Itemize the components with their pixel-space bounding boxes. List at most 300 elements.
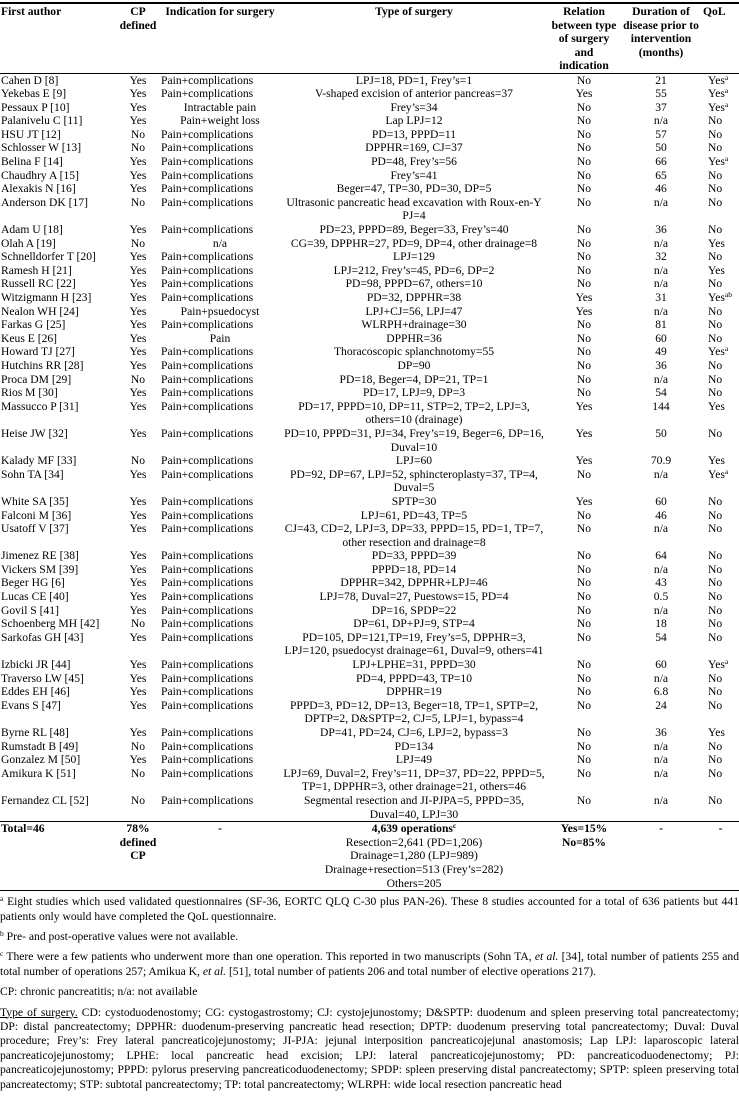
cell-qol <box>702 373 739 387</box>
cell-type-of-surgery: PD=48, Frey’s=56 <box>371 155 457 169</box>
cell-relation: Yes <box>575 494 593 508</box>
cell-duration: 36 <box>655 223 667 237</box>
cell-type-of-surgery: LPJ=78, Duval=27, Puestows=15, PD=4 <box>319 590 509 604</box>
cell-relation: Yes <box>575 454 593 468</box>
cell-qol <box>702 169 739 183</box>
table-row <box>0 509 739 523</box>
cell-cp-defined: Yes <box>129 168 147 182</box>
cell-cp-defined: Yes <box>129 399 147 413</box>
cell-indication: Pain+complications <box>161 168 254 182</box>
total-drainage: Drainage=1,280 (LPJ=989) <box>350 849 478 863</box>
cell-duration: n/a <box>653 562 669 576</box>
cell-indication: Pain+complications <box>161 494 254 508</box>
total-relation <box>548 822 620 891</box>
cell-duration: 57 <box>655 127 667 141</box>
cell-qol <box>702 128 739 142</box>
cell-qol <box>702 699 739 726</box>
cell-cp-defined: Yes <box>129 223 147 237</box>
footnote-a-mark: a <box>0 894 4 904</box>
cell-relation: No <box>576 508 592 522</box>
table-row <box>0 386 739 400</box>
cell-cp-defined: Yes <box>129 250 147 264</box>
qol-footnote-mark: a <box>724 466 729 476</box>
qol-value: No <box>708 590 723 604</box>
cell-type-of-surgery: DPPHR=19 <box>386 685 442 699</box>
header-type-of-surgery: Type of surgery <box>375 5 453 18</box>
cell-author: Nealon WH [24] <box>1 304 79 318</box>
cell-qol <box>702 264 739 278</box>
footnote-c-text-1: There were a few patients who underwent more than one operation. This reported in two manuscripts (Sohn TA, <box>6 950 535 964</box>
cell-author: White SA [35] <box>1 494 69 508</box>
cell-qol <box>702 740 739 754</box>
cell-author: Sohn TA [34] <box>1 467 64 481</box>
cell-type-of-surgery: LPJ=61, PD=43, TP=5 <box>360 508 468 522</box>
cell-duration: 64 <box>655 549 667 563</box>
cell-duration: n/a <box>653 277 669 291</box>
table-row <box>0 305 739 319</box>
cell-qol <box>702 345 739 359</box>
cell-duration: 65 <box>655 168 667 182</box>
cell-indication: Pain+complications <box>161 658 254 672</box>
cell-duration: 37 <box>655 100 667 114</box>
cell-author: Lucas CE [40] <box>1 590 69 604</box>
cell-type-of-surgery: SPTP=30 <box>391 494 437 508</box>
cell-indication: Pain+complications <box>161 630 254 644</box>
cell-relation: No <box>576 685 592 699</box>
table-row <box>0 726 739 740</box>
cell-type-of-surgery: DPPHR=36 <box>386 331 442 345</box>
table-row <box>0 427 739 454</box>
qol-footnote-mark: a <box>724 99 729 109</box>
cell-type-of-surgery: Beger=47, TP=30, PD=30, DP=5 <box>336 182 492 196</box>
footnote-mark: c <box>452 821 457 831</box>
cell-relation: No <box>576 603 592 617</box>
qol-value: No <box>708 141 723 155</box>
cell-indication: Pain+complications <box>161 318 254 332</box>
table-row <box>0 277 739 291</box>
cell-relation: No <box>576 100 592 114</box>
cell-author: Jimenez RE [38] <box>1 549 79 563</box>
cell-qol <box>702 400 739 427</box>
cell-duration: 81 <box>655 318 667 332</box>
cell-duration: n/a <box>653 739 669 753</box>
cell-cp-defined: No <box>130 739 146 753</box>
cell-cp-defined: Yes <box>129 114 147 128</box>
cell-cp-defined: Yes <box>129 155 147 169</box>
cell-cp-defined: Yes <box>129 562 147 576</box>
cell-type-of-surgery: Segmental resection and JI-PJPA=5, PPPD=35, Duval=40, LPJ=30 <box>303 793 525 821</box>
cell-qol <box>702 794 739 822</box>
table-row <box>0 141 739 155</box>
table-row <box>0 699 739 726</box>
cell-relation: No <box>576 263 592 277</box>
footnote-a <box>0 895 739 924</box>
cell-author: Hutchins RR [28] <box>1 358 84 372</box>
cell-indication: Pain+complications <box>161 576 254 590</box>
cell-duration: n/a <box>653 766 669 780</box>
cell-qol <box>702 468 739 495</box>
cell-cp-defined: Yes <box>129 331 147 345</box>
cell-type-of-surgery: LPJ=212, Frey’s=45, PD=6, DP=2 <box>333 263 495 277</box>
cell-relation: No <box>576 590 592 604</box>
cell-indication: Pain+complications <box>161 250 254 264</box>
cell-relation: Yes <box>575 291 593 304</box>
table-row <box>0 617 739 631</box>
cell-qol <box>702 767 739 794</box>
header-duration: Duration of disease prior to intervention (months) <box>623 5 699 59</box>
cell-indication: Pain+psuedocyst <box>180 304 260 318</box>
header-indication: Indication for surgery <box>165 5 275 18</box>
cell-cp-defined: Yes <box>129 73 147 87</box>
cell-relation: Yes <box>575 87 593 101</box>
qol-value: Yes <box>708 726 725 739</box>
cell-author: Beger HG [6] <box>1 576 65 590</box>
header-first-author: First author <box>1 5 62 18</box>
cell-relation: No <box>576 386 592 400</box>
cell-relation: No <box>576 698 592 712</box>
cell-qol <box>702 563 739 577</box>
table-row <box>0 685 739 699</box>
cell-author: Schnelldorfer T [20] <box>1 250 96 264</box>
qol-value: No <box>708 250 723 264</box>
cell-relation: No <box>576 522 592 536</box>
cell-author: HSU JT [12] <box>1 127 61 141</box>
qol-value: No <box>708 753 723 767</box>
qol-value: No <box>708 508 723 522</box>
cell-indication: Pain <box>209 331 231 345</box>
cell-cp-defined: Yes <box>129 698 147 712</box>
cell-indication: Pain+complications <box>161 603 254 617</box>
table-row <box>0 332 739 346</box>
cell-cp-defined: No <box>130 141 146 155</box>
total-row <box>0 822 739 891</box>
cell-author: Keus E [26] <box>1 331 58 345</box>
cell-duration: n/a <box>653 195 669 209</box>
cell-type-of-surgery: DP=90 <box>397 358 431 372</box>
total-qol: - <box>718 822 723 836</box>
cell-cp-defined: Yes <box>129 182 147 196</box>
cell-type-of-surgery: Ultrasonic pancreatic head excavation with Roux-en-Y PJ=4 <box>286 195 542 223</box>
cell-qol <box>702 386 739 400</box>
cell-author: Gonzalez M [50] <box>1 753 81 767</box>
cell-duration: 6.8 <box>653 685 669 699</box>
table-row <box>0 264 739 278</box>
cell-author: Usatoff V [37] <box>1 522 69 536</box>
cell-qol <box>702 495 739 509</box>
table-total <box>0 822 739 891</box>
cell-author: Rios M [30] <box>1 386 58 400</box>
cell-duration: n/a <box>653 522 669 536</box>
qol-value: Yes <box>708 291 725 304</box>
qol-footnote-mark: a <box>724 86 729 96</box>
table-row <box>0 794 739 822</box>
qol-value: No <box>708 494 723 508</box>
qol-value: Yes <box>708 100 725 114</box>
total-drainage-resection: Drainage+resection=513 (Frey’s=282) <box>324 862 504 876</box>
cell-cp-defined: No <box>130 127 146 141</box>
cell-qol <box>702 454 739 468</box>
qol-value: No <box>708 576 723 590</box>
cell-cp-defined: Yes <box>129 658 147 672</box>
cell-author: Schoenberg MH [42] <box>1 617 100 631</box>
cell-author: Fernandez CL [52] <box>1 793 89 807</box>
table-row <box>0 672 739 686</box>
qol-value: Yes <box>708 345 725 359</box>
cell-type-of-surgery: PD=92, DP=67, LPJ=52, sphincteroplasty=37, TP=4, Duval=5 <box>290 467 538 495</box>
table-row <box>0 223 739 237</box>
qol-value: No <box>708 766 723 780</box>
cell-relation: No <box>576 114 592 128</box>
cell-relation: No <box>576 753 592 767</box>
cell-author: Heise JW [32] <box>1 426 68 440</box>
cell-author: Witzigmann H [23] <box>1 291 92 304</box>
cell-qol <box>702 658 739 672</box>
cell-indication: Pain+complications <box>161 590 254 604</box>
cell-relation: No <box>576 182 592 196</box>
cell-relation: No <box>576 617 592 631</box>
cell-relation: No <box>576 127 592 141</box>
cell-relation: No <box>576 155 592 169</box>
qol-value: No <box>708 630 723 644</box>
cell-qol <box>702 359 739 373</box>
cell-indication: Pain+complications <box>161 698 254 712</box>
cell-relation: No <box>576 671 592 685</box>
cell-relation: No <box>576 318 592 332</box>
footnote-c-mark: c <box>0 949 4 959</box>
qol-value: No <box>708 685 723 699</box>
cell-author: Falconi M [36] <box>1 508 72 522</box>
total-cp: 78% defined CP <box>119 822 157 863</box>
cell-qol <box>702 509 739 523</box>
cell-type-of-surgery: PPPD=18, PD=14 <box>371 562 457 576</box>
qol-value: No <box>708 223 723 237</box>
cell-indication: Pain+complications <box>161 522 254 536</box>
qol-value: No <box>708 372 723 386</box>
cell-indication: Pain+complications <box>161 141 254 155</box>
cell-duration: 43 <box>655 576 667 590</box>
cell-cp-defined: Yes <box>129 522 147 536</box>
cell-type-of-surgery: LPJ+CJ=56, LPJ=47 <box>365 304 463 318</box>
qol-value: No <box>708 522 723 536</box>
cell-author: Pessaux P [10] <box>1 100 70 114</box>
cell-relation: No <box>576 358 592 372</box>
qol-value: Yes <box>708 454 725 468</box>
cell-duration: 32 <box>655 250 667 264</box>
cell-cp-defined: Yes <box>129 291 147 304</box>
cell-indication: Intractable pain <box>183 100 257 114</box>
cell-qol <box>702 141 739 155</box>
cell-relation: No <box>576 562 592 576</box>
cell-type-of-surgery: LPJ=49 <box>395 753 433 767</box>
cell-cp-defined: Yes <box>129 467 147 481</box>
cell-duration: 21 <box>655 73 667 87</box>
cell-qol <box>702 277 739 291</box>
qol-value: No <box>708 304 723 318</box>
qol-value: No <box>708 549 723 563</box>
cell-cp-defined: No <box>130 195 146 209</box>
cell-qol <box>702 576 739 590</box>
table-row <box>0 576 739 590</box>
header-qol: QoL <box>703 5 726 18</box>
cell-cp-defined: Yes <box>129 358 147 372</box>
qol-value: Yes <box>708 73 725 87</box>
qol-value: No <box>708 195 723 209</box>
table-row <box>0 590 739 604</box>
table-row <box>0 196 739 223</box>
cell-qol <box>702 73 739 87</box>
cell-type-of-surgery: PD=10, PPPD=31, PJ=34, Frey’s=19, Beger=6, DP=16, Duval=10 <box>284 426 544 454</box>
cell-indication: Pain+complications <box>161 508 254 522</box>
table-row <box>0 237 739 251</box>
footnote-b-text: Pre- and post-operative values were not available. <box>6 929 239 943</box>
cell-type-of-surgery: PD=33, PPPD=39 <box>371 549 457 563</box>
cell-indication: Pain+complications <box>161 549 254 563</box>
qol-value: Yes <box>708 467 725 481</box>
cell-author: Olah A [19] <box>1 236 56 250</box>
table-row <box>0 128 739 142</box>
cell-author: Yekebas E [9] <box>1 87 67 101</box>
cell-type-of-surgery: PD=134 <box>394 739 434 753</box>
cell-author: Proca DM [29] <box>1 372 72 386</box>
cell-cp-defined: Yes <box>129 726 147 739</box>
cell-type-of-surgery: WLRPH+drainage=30 <box>361 318 467 332</box>
cell-duration: 60 <box>655 658 667 672</box>
table-row <box>0 114 739 128</box>
cell-relation: Yes <box>575 399 593 413</box>
cell-type-of-surgery: DP=41, PD=24, CJ=6, LPJ=2, bypass=3 <box>320 726 508 739</box>
cell-duration: 54 <box>655 386 667 400</box>
cell-author: Anderson DK [17] <box>1 195 88 209</box>
qol-value: No <box>708 698 723 712</box>
table-row <box>0 373 739 387</box>
cell-cp-defined: Yes <box>129 753 147 767</box>
cell-duration: n/a <box>653 753 669 767</box>
header-cp-defined: CP defined <box>119 5 157 32</box>
cell-author: Russell RC [22] <box>1 277 76 291</box>
abbreviations: CP: chronic pancreatitis; n/a: not available <box>0 985 198 999</box>
cell-duration: 66 <box>655 155 667 169</box>
cell-type-of-surgery: Lap LPJ=12 <box>385 114 443 128</box>
cell-cp-defined: Yes <box>129 630 147 644</box>
footnote-b <box>0 930 739 944</box>
table-footnotes <box>0 895 739 1092</box>
cell-cp-defined: No <box>130 766 146 780</box>
document <box>0 2 739 1092</box>
cell-type-of-surgery: PD=13, PPPD=11 <box>371 127 457 141</box>
cell-cp-defined: Yes <box>129 277 147 291</box>
cell-qol <box>702 114 739 128</box>
footnote-c <box>0 950 739 979</box>
cell-qol <box>702 549 739 563</box>
cell-type-of-surgery: DP=61, DP+PJ=9, STP=4 <box>353 617 475 631</box>
cell-cp-defined: Yes <box>129 508 147 522</box>
cell-relation: No <box>576 467 592 481</box>
cell-relation: No <box>576 793 592 807</box>
qol-value: No <box>708 426 723 440</box>
qol-value: No <box>708 127 723 141</box>
cell-author: Evans S [47] <box>1 698 61 712</box>
cell-author: Izbicki JR [44] <box>1 658 71 672</box>
cell-relation: No <box>576 766 592 780</box>
qol-value: Yes <box>708 87 725 101</box>
cell-indication: Pain+complications <box>161 277 254 291</box>
cell-relation: Yes <box>575 426 593 440</box>
cell-author: Palanivelu C [11] <box>1 114 83 128</box>
cell-relation: No <box>576 372 592 386</box>
qol-value: No <box>708 671 723 685</box>
cell-type-of-surgery: LPJ=60 <box>395 454 433 468</box>
table-row <box>0 182 739 196</box>
cell-indication: Pain+complications <box>161 87 254 101</box>
cell-cp-defined: Yes <box>129 345 147 359</box>
cell-duration: 18 <box>655 617 667 631</box>
cell-duration: n/a <box>653 236 669 250</box>
qol-value: Yes <box>708 658 725 672</box>
cell-qol <box>702 305 739 319</box>
table-row <box>0 522 739 549</box>
cell-duration: 31 <box>655 291 667 304</box>
footnote-b-mark: b <box>0 928 4 938</box>
table-row <box>0 359 739 373</box>
cell-indication: Pain+complications <box>161 182 254 196</box>
table-row <box>0 87 739 101</box>
table-row <box>0 291 739 305</box>
cell-duration: 46 <box>655 508 667 522</box>
cell-duration: n/a <box>653 793 669 807</box>
surgery-abbrev-text: CD: cystoduodenostomy; CG: cystogastrostomy; CJ: cystojejunostomy; D&SPTP: duodenum and spleen preserving total pancreatectomy; DP: distal pancreatectomy; DPPHR: duodenum-preserving pancreatic head resection; DPTP: duodenum preserving total pancreatectomy; Duval: Duval procedure; Frey’s: Frey lateral pancreaticojejunostomy; JI-PJA: jejunal interposition pancreaticojejunal anastomosis; Lap LPJ: laparoscopic lateral pancreaticojejunostomy; LPHE: local pancreatic head excision; LPJ: lateral pancreaticojejunostomy; PD: pancreaticoduodenectomy; PJ: pancreaticojejunostomy; PPPD: pylorus preserving pancreaticoduodenectomy; SPDP: spleen preserving distal pancreatectomy; SPTP: spleen preserving total pancreatectomy; STP: subtotal pancreatectomy; TP: total pancreatectomy; WLRPH: wide local resection pancreatic head <box>0 1005 739 1091</box>
cell-duration: 60 <box>655 494 667 508</box>
cell-qol <box>702 291 739 305</box>
cell-relation: No <box>576 195 592 209</box>
cell-qol <box>702 590 739 604</box>
qol-value: Yes <box>708 263 725 277</box>
cell-duration: 55 <box>655 87 667 101</box>
qol-value: No <box>708 562 723 576</box>
total-resection: Resection=2,641 (PD=1,206) <box>345 835 483 849</box>
cell-duration: n/a <box>653 304 669 318</box>
cell-qol <box>702 101 739 115</box>
cell-relation: No <box>576 223 592 237</box>
cell-duration: 49 <box>655 345 667 359</box>
cell-author: Cahen D [8] <box>1 73 59 87</box>
cell-indication: Pain+complications <box>161 766 254 780</box>
cell-relation: No <box>576 576 592 590</box>
cell-duration: 46 <box>655 182 667 196</box>
cell-author: Massucco P [31] <box>1 399 79 413</box>
table-row <box>0 318 739 332</box>
cell-cp-defined: Yes <box>129 304 147 318</box>
table-row <box>0 155 739 169</box>
cell-type-of-surgery: PD=105, DP=121,TP=19, Frey’s=5, DPPHR=3, LPJ=120, psuedocyst drainage=61, Duval=9, others=41 <box>284 630 544 658</box>
cell-qol <box>702 726 739 740</box>
cell-cp-defined: Yes <box>129 590 147 604</box>
cell-author: Adam U [18] <box>1 223 63 237</box>
cell-relation: Yes <box>575 304 593 318</box>
cell-author: Ramesh H [21] <box>1 263 72 277</box>
qol-footnote-mark: a <box>724 657 729 667</box>
cell-cp-defined: Yes <box>129 318 147 332</box>
cell-indication: Pain+complications <box>161 372 254 386</box>
cell-type-of-surgery: PPPD=3, PD=12, DP=13, Beger=18, TP=1, SPTP=2, DPTP=2, D&SPTP=2, CJ=5, LPJ=1, bypass=4 <box>289 698 539 726</box>
cell-indication: Pain+complications <box>161 73 254 87</box>
cell-author: Vickers SM [39] <box>1 562 79 576</box>
cell-duration: 36 <box>655 726 667 739</box>
cell-indication: Pain+complications <box>161 454 254 468</box>
qol-value: No <box>708 386 723 400</box>
cell-cp-defined: Yes <box>129 263 147 277</box>
cell-duration: n/a <box>653 467 669 481</box>
cell-qol <box>702 522 739 549</box>
